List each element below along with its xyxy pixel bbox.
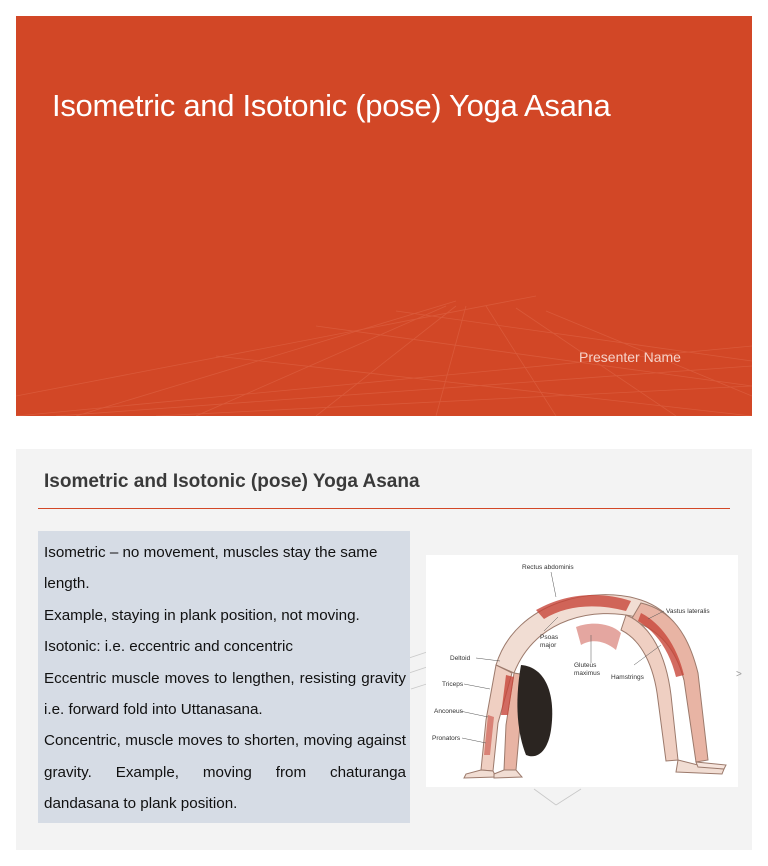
label-gluteus: Gluteus bbox=[574, 662, 597, 669]
slide-heading: Isometric and Isotonic (pose) Yoga Asana bbox=[44, 471, 420, 492]
paragraph-concentric: Concentric, muscle moves to shorten, moving against gravity. Example, moving from chaturanga dandasana to plank position. bbox=[44, 732, 406, 813]
paragraph-eccentric: Eccentric muscle moves to lengthen, resisting gravity i.e. forward fold into Uttanasana. bbox=[44, 669, 406, 719]
hair-shape bbox=[517, 665, 552, 756]
chevron-right-icon: > bbox=[736, 669, 742, 680]
label-pronators: Pronators bbox=[432, 735, 461, 742]
title-slide bbox=[16, 16, 752, 416]
paragraph-example-plank: Example, staying in plank position, not moving. bbox=[44, 606, 360, 624]
label-psoas: Psoas bbox=[540, 634, 559, 641]
label-gluteus-maximus: maximus bbox=[574, 670, 601, 677]
label-psoas-major: major bbox=[540, 642, 557, 649]
label-hamstrings: Hamstrings bbox=[611, 674, 644, 681]
label-vastus-lateralis: Vastus lateralis bbox=[666, 608, 710, 615]
paragraph-isometric: Isometric – no movement, muscles stay the same length. bbox=[44, 544, 378, 593]
presenter-name: Presenter Name bbox=[579, 349, 681, 365]
heading-divider bbox=[38, 508, 730, 509]
label-deltoid: Deltoid bbox=[450, 655, 471, 662]
slide-title: Isometric and Isotonic (pose) Yoga Asana bbox=[52, 88, 611, 123]
anatomy-figure bbox=[426, 555, 738, 787]
label-triceps: Triceps bbox=[442, 681, 464, 688]
label-rectus-abdominis: Rectus abdominis bbox=[522, 564, 574, 571]
paragraph-isotonic: Isotonic: i.e. eccentric and concentric bbox=[44, 638, 294, 656]
content-slide bbox=[16, 449, 752, 850]
label-anconeus: Anconeus bbox=[434, 708, 463, 715]
body-text-box bbox=[38, 531, 410, 823]
anatomy-illustration-wheel-pose bbox=[426, 555, 738, 787]
